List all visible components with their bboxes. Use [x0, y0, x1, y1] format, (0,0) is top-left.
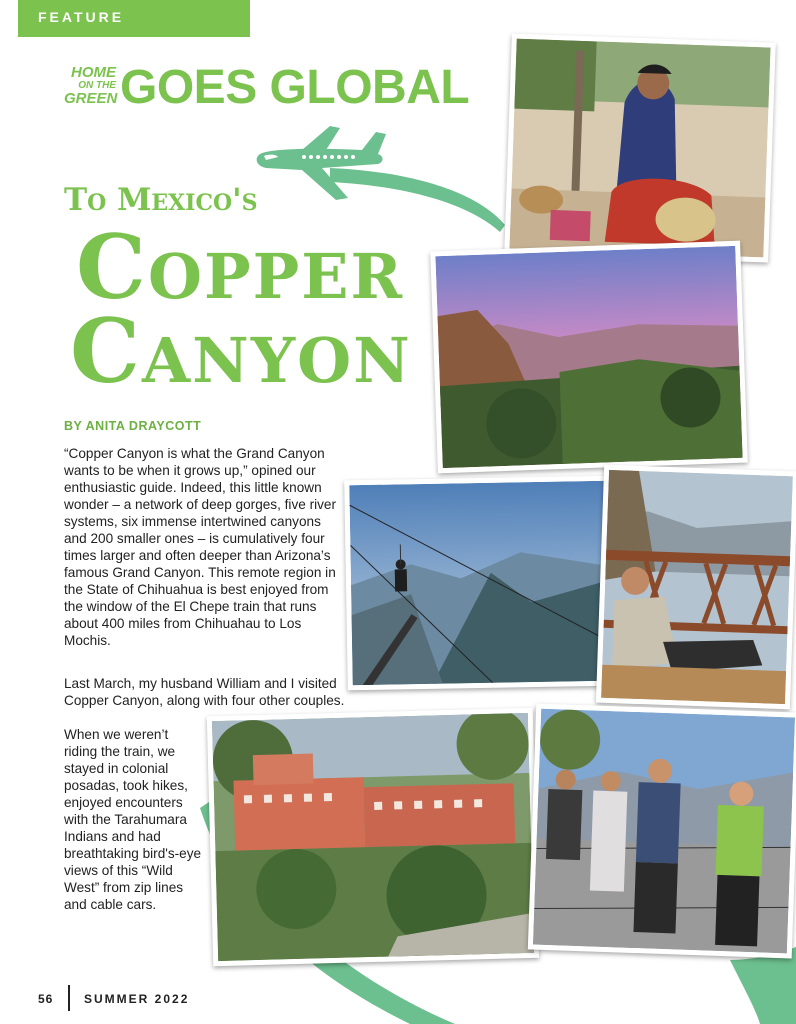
- photo-zip-line: [344, 476, 614, 691]
- home-word: HOME: [71, 64, 116, 81]
- canyon-heading: Canyon: [70, 299, 412, 403]
- issue-label: SUMMER 2022: [84, 992, 190, 1006]
- body-paragraph-2-intro: Last March, my husband William and I visited Copper Canyon, along with four other couples.: [64, 676, 345, 708]
- goes-global-heading: GOES GLOBAL: [120, 61, 470, 114]
- body-paragraph-2-continued: When we weren’t riding the train, we stayed in colonial posadas, took hikes, enjoyed encounters with the Tarahumara Indians and had breathtaking bird's-eye views of this “Wild West” from zip lines and cable cars.: [64, 727, 202, 912]
- byline: BY ANITA DRAYCOTT: [64, 419, 202, 433]
- airplane-icon: [252, 124, 392, 204]
- feature-section-tab: [18, 0, 250, 37]
- photo-man-on-balcony: [596, 465, 796, 710]
- page-number: 56: [38, 992, 54, 1006]
- green-word: GREEN: [64, 90, 118, 107]
- feature-label: FEATURE: [38, 9, 125, 25]
- photo-pink-hotel: [207, 708, 539, 966]
- photo-group-at-lookout: [528, 703, 796, 958]
- copper-heading: Copper: [76, 215, 405, 319]
- photo-canyon-sunset: [430, 241, 748, 474]
- photo-basket-weaver: [504, 33, 776, 262]
- home-on-the-green-logo: [64, 66, 116, 105]
- on-the-word: ON THE: [78, 80, 116, 91]
- body-paragraph-1: “Copper Canyon is what the Grand Canyon wants to be when it grows up,” opined our enthusiastic guide. Indeed, this little known wonder – a network of deep gorges, five river systems, six immense intertwined canyons and 200 smaller ones – is cumulatively four times larger and often deeper than Arizona’s famous Grand Canyon. This remote region in the State of Chihuahua is best enjoyed from the window of the El Chepe train that runs about 400 miles from Chihuahau to Los Mochis.: [64, 446, 337, 648]
- to-mexico-heading: To Mexico's: [64, 182, 258, 218]
- footer-divider: [68, 985, 70, 1011]
